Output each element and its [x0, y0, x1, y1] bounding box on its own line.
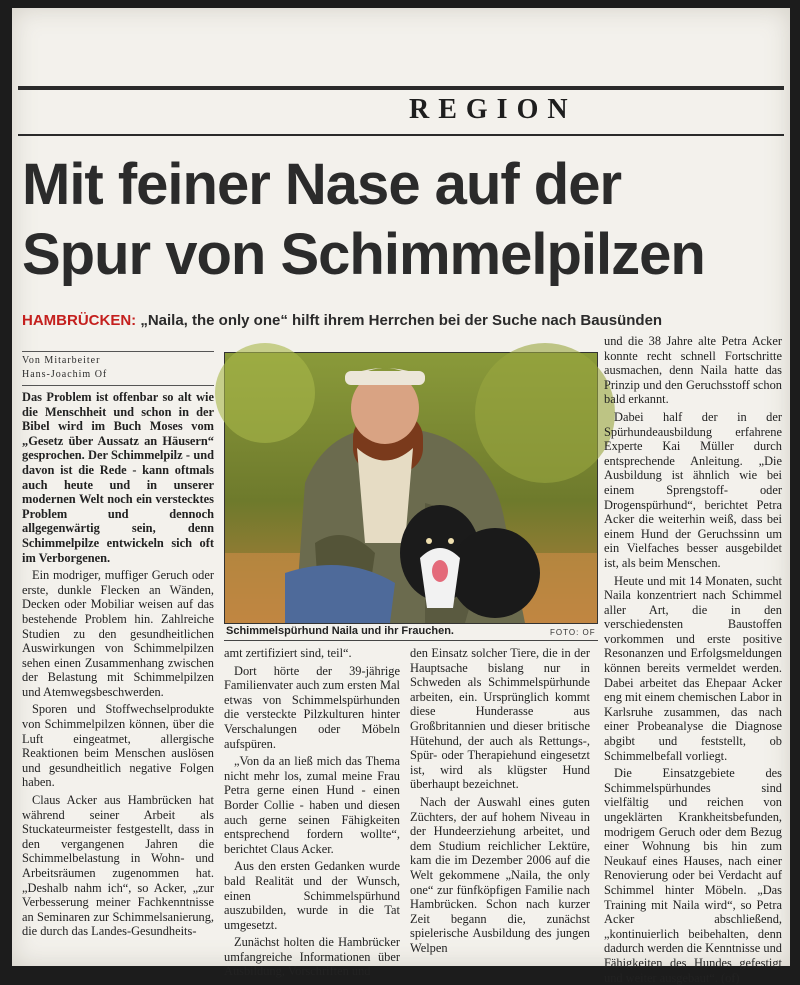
paragraph: den Einsatz solcher Tiere, die in der Hauptsache bislang nur in Schweden als Schimmelspürhunde arbeiten, ein. Ursprünglich kommt diese Hunderasse aus Großbritannien und dieser britische Hütehund, der auch als Rettungs-, Spür- oder Therapiehund eingesetzt ist, wird als klügster Hund überhaupt bezeichnet. — [410, 646, 590, 792]
byline-rule-top — [22, 351, 214, 352]
article-photo — [224, 352, 598, 624]
headline-line-1: Mit feiner Nase auf der — [22, 152, 622, 217]
paragraph: Sporen und Stoffwechselprodukte von Schimmelpilzen können, über die Luft eingeatmet, allergische Reaktionen beim Menschen auslösen und gesundheitlich negative Folgen haben. — [22, 702, 214, 790]
paragraph: Claus Acker aus Hambrücken hat während seiner Arbeit als Stuckateurmeister festgestellt, dass in den vergangenen Jahren die Schimmelbelastung in Wohn- und Arbeitsräumen zugenommen hat. „Deshalb nahm ich“, so Acker, „zur Verbesserung meiner Fachkenntnisse an Seminaren zur Schimmelsanierung, die durch das Landes-Gesundheits- — [22, 793, 214, 939]
paragraph: Heute und mit 14 Monaten, sucht Naila konzentriert nach Schimmel aller Art, die in den verschiedensten Baustoffen vorkommen und erste positive Resonanzen und Erfolgsmeldungen können bereits vermeldet werden. Dabei arbeitet das Ehepaar Acker eng mit einem chemischen Labor in Karlsruhe zusammen, das nach einer Probeanalyse die Diagnose abgibt und feststellt, ob Schimmelbefall vorliegt. — [604, 573, 782, 763]
section-label: REGION — [409, 94, 577, 125]
headline-line-2: Spur von Schimmelpilzen — [22, 222, 705, 287]
paragraph: und die 38 Jahre alte Petra Acker konnte recht schnell Fortschritte ausmachen, denn Naila hatte das Prinzip und den Geruchsstoff schon bald erkannt. — [604, 334, 782, 407]
lead-paragraph: Das Problem ist offenbar so alt wie die Menschheit und schon in der Bibel wird im Buch Moses vom „Gesetz über Aussatz an Häusern“ gesprochen. Der Schimmelpilz - und davon ist die Rede - kann oftmals auch heute und in unserer modernen Welt noch ein verstecktes Problem und dennoch allgegenwärtig sein, denn Schimmelpilze entwickeln sich oft im Verborgenen. — [22, 390, 214, 565]
article-column-2 — [224, 646, 400, 979]
headline — [22, 150, 782, 290]
article-column-3 — [410, 646, 590, 962]
paragraph: Zunächst holten die Hambrücker umfangreiche Informationen über Ausbildung, Vorschriften und — [224, 935, 400, 979]
paragraph: Aus den ersten Gedanken wurde bald Realität und der Wunsch, einen Schimmelspürhund auszubilden, wurde in die Tat umgesetzt. — [224, 859, 400, 932]
paragraph: Ein modriger, muffiger Geruch oder erste, dunkle Flecken an Wänden, Decken oder Mobiliar weisen auf das bestehende Problem hin. Zahlreiche Studien zu den gesundheitlichen Auswirkungen von Schimmelpilzen sehen einen Zusammenhang zwischen der Belastung mit Schimmelpilzen und Atemwegsbeschwerden. — [22, 568, 214, 699]
subhead-place: HAMBRÜCKEN: — [22, 312, 137, 329]
paragraph: amt zertifiziert sind, teil“. — [224, 646, 352, 660]
byline-line-2: Hans-Joachim Of — [22, 369, 108, 380]
subheadline — [22, 312, 782, 329]
article-column-1 — [22, 390, 214, 962]
paragraph: Nach der Auswahl eines guten Züchters, der auf hohem Niveau in der Hundeerziehung arbeitet, und dem Studium reichlicher Lektüre, kam die im Dezember 2006 auf die Welt gekommene „Naila, the only one“ zur fünfköpfigen Familie nach Hambrücken. Schon nach kurzer Zeit begann die, zunächst spielerische Ausbildung des jungen Welpen — [410, 794, 590, 955]
photo-woman-with-border-collie — [225, 353, 597, 623]
subhead-text: „Naila, the only one“ hilft ihrem Herrchen bei der Suche nach Bausünden — [136, 312, 663, 329]
paragraph: Dort hörte der 39-jährige Familienvater auch zum ersten Mal etwas von Schimmelspürhunden die versteckte Pilzkulturen hinter Verschalungen oder Möbeln aufspüren. — [224, 663, 400, 751]
paragraph: „Von da an ließ mich das Thema nicht mehr los, zumal meine Frau Petra gerne einen Hund - einen Border Collie - haben und diesen auch gerne seinen Fähigkeiten entsprechend fordern wollte“, berichtet Claus Acker. — [224, 754, 400, 856]
byline-rule-bottom — [22, 385, 214, 386]
caption-rule — [224, 640, 598, 641]
paragraph: Die Einsatzgebiete des Schimmelspürhundes sind vielfältig und reichen von ungeklärten Krankheitsbefunden, modrigem Geruch oder dem Bezug einer Wohnung bis hin zum Neukauf eines Hauses, nach einer Renovierung oder bei Verdacht auf Schimmel hinter Möbeln. „Das Training mit Naila wird“, so Petra Acker abschließend, „kontinuierlich beibehalten, denn dadurch werden die Kenntnisse und Fähigkeiten des Hundes gefestigt und weiter ausgebaut“. (of) — [604, 766, 782, 985]
paragraph: Dabei half der in der Spürhundeausbildung erfahrene Experte Kai Müller durch entsprechende Anleitung. „Die Ausbildung ist ähnlich wie bei einem Sprengstoff- oder Drogenspürhund“, berichtet Petra Acker die weiterhin weiß, dass bei einem Hund der Geruchssinn um ein Vielfaches besser ausgebildet ist, als beim Menschen. — [604, 409, 782, 570]
photo-caption: Schimmelspürhund Naila und ihr Frauchen. — [226, 625, 454, 637]
newspaper-clipping — [12, 8, 790, 985]
photo-credit: FOTO: OF — [550, 628, 596, 637]
byline — [22, 354, 214, 382]
section-rule — [18, 134, 784, 136]
article-column-4 — [604, 334, 782, 985]
byline-line-1: Von Mitarbeiter — [22, 355, 101, 366]
top-rule — [18, 86, 784, 90]
